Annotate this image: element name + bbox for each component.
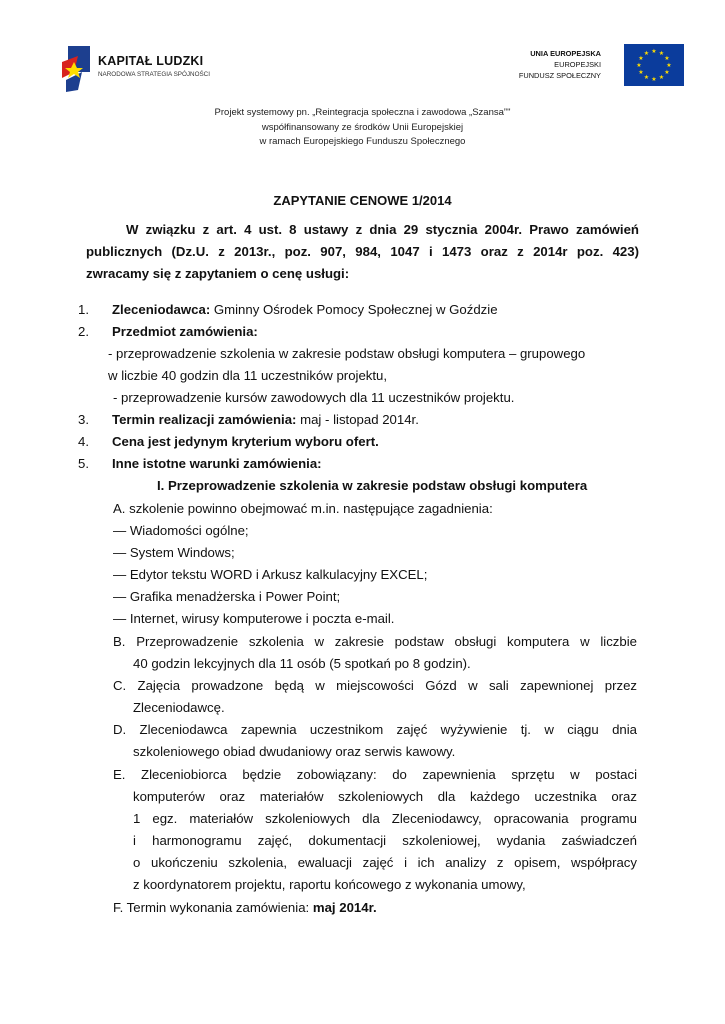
eu-line-3: FUNDUSZ SPOŁECZNY <box>518 71 601 80</box>
topic-2: — System Windows; <box>113 545 235 560</box>
svg-text:★: ★ <box>664 55 670 62</box>
svg-text:★: ★ <box>643 50 650 57</box>
item-3-text: maj - listopad 2014r. <box>296 412 419 427</box>
topic-5: — Internet, wirusy komputerowe i poczta e-mail. <box>113 611 395 626</box>
topic-3: — Edytor tekstu WORD i Arkusz kalkulacyjny EXCEL; <box>113 567 428 582</box>
item-2-sub-a-line-2: w liczbie 40 godzin dla 11 uczestników projektu, <box>108 368 388 383</box>
item-4-label: Cena jest jedynym kryterium wyboru ofert. <box>112 434 379 449</box>
kapital-ludzki-emblem-icon <box>60 42 96 94</box>
section-1-e-line-1: E. Zleceniobiorca będzie zobowiązany: do zapewnienia sprzętu w postaci <box>113 767 637 782</box>
item-number-3: 3. <box>78 412 89 427</box>
item-2-label: Przedmiot zamówienia: <box>112 324 258 339</box>
eu-flag <box>624 44 684 86</box>
section-1-b-line-1: B. Przeprowadzenie szkolenia w zakresie podstaw obsługi komputera w liczbie <box>113 634 637 649</box>
svg-text:★: ★ <box>638 69 644 76</box>
kl-subtitle: NARODOWA STRATEGIA SPÓJNOŚCI <box>98 71 210 78</box>
svg-text:★: ★ <box>658 50 665 57</box>
item-number-4: 4. <box>78 434 89 449</box>
project-line-1: Projekt systemowy pn. „Reintegracja społeczna i zawodowa „Szansa”" <box>214 107 511 118</box>
section-1-e-line-2: komputerów oraz materiałów szkoleniowych dla każdego uczestnika oraz <box>133 789 637 804</box>
topic-4: — Grafika menadżerska i Power Point; <box>113 589 341 604</box>
eu-line-2: EUROPEJSKI <box>554 60 601 69</box>
section-1-heading: I. Przeprowadzenie szkolenia w zakresie podstaw obsługi komputera <box>157 478 588 493</box>
svg-text:★: ★ <box>664 69 670 76</box>
svg-text:★: ★ <box>666 62 672 69</box>
item-number-5: 5. <box>78 456 89 471</box>
section-1-f-date: maj 2014r. <box>312 900 377 915</box>
section-1-e-line-3: 1 egz. materiałów szkoleniowych dla Zleceniodawcy, opracowania programu <box>133 811 637 826</box>
section-1-e-line-6: z koordynatorem projektu, raportu końcowego z wykonania umowy, <box>133 877 526 892</box>
section-1-f-text: F. Termin wykonania zamówienia: <box>113 900 313 915</box>
svg-text:★: ★ <box>643 74 650 81</box>
item-1 <box>112 302 498 317</box>
item-number-1: 1. <box>78 302 89 317</box>
intro-line-1: W związku z art. 4 ust. 8 ustawy z dnia 29 stycznia 2004r. Prawo zamówień <box>126 222 639 237</box>
svg-text:★: ★ <box>651 48 657 55</box>
item-number-2: 2. <box>78 324 89 339</box>
document-title: ZAPYTANIE CENOWE 1/2014 <box>273 193 452 208</box>
section-1-a: A. szkolenie powinno obejmować m.in. następujące zagadnienia: <box>113 501 493 516</box>
eu-text <box>519 48 601 81</box>
project-line-2: współfinansowany ze środków Unii Europejskiej <box>261 121 464 133</box>
item-2-sub-a-line-1: - przeprowadzenie szkolenia w zakresie podstaw obsługi komputera – grupowego <box>108 346 586 361</box>
kapital-ludzki-logo <box>60 42 96 94</box>
section-1-d-line-1: D. Zleceniodawca zapewnia uczestnikom zajęć wyżywienie tj. w ciągu dnia <box>113 722 637 737</box>
item-5-label: Inne istotne warunki zamówienia: <box>112 456 322 471</box>
item-1-text: Gminny Ośrodek Pomocy Społecznej w Goździe <box>210 302 498 317</box>
section-1-d-line-2: szkoleniowego obiad dwudaniowy oraz serwis kawowy. <box>133 744 456 759</box>
svg-text:★: ★ <box>658 74 665 81</box>
intro-paragraph <box>86 219 639 285</box>
item-3 <box>112 412 419 427</box>
eu-line-1: UNIA EUROPEJSKA <box>530 49 601 58</box>
section-1-e-line-5: o ukończeniu szkolenia, ewaluacji zajęć i ich analizy z opisem, współpracy <box>133 855 637 870</box>
svg-text:★: ★ <box>636 62 642 69</box>
section-1-f <box>113 900 377 915</box>
svg-text:★: ★ <box>638 55 644 62</box>
svg-text:★: ★ <box>651 76 657 83</box>
eu-flag-icon <box>624 44 684 86</box>
item-1-label: Zleceniodawca: <box>112 302 211 317</box>
section-1-e-line-4: i harmonogramu zajęć, dokumentacji szkoleniowej, wydania zaświadczeń <box>133 833 637 848</box>
item-2-sub-b: - przeprowadzenie kursów zawodowych dla 11 uczestników projektu. <box>113 390 515 405</box>
kl-title: KAPITAŁ LUDZKI <box>98 54 204 68</box>
project-line-3: w ramach Europejskiego Funduszu Społecznego <box>259 136 466 147</box>
section-1-b-line-2: 40 godzin lekcyjnych dla 11 osób (5 spotkań po 8 godzin). <box>133 656 471 671</box>
section-1-c-line-2: Zleceniodawcę. <box>133 700 225 715</box>
section-1-c-line-1: C. Zajęcia prowadzone będą w miejscowości Gózd w sali zapewnionej przez <box>113 678 637 693</box>
item-3-label: Termin realizacji zamówienia: <box>112 412 297 427</box>
topic-1: — Wiadomości ogólne; <box>113 523 249 538</box>
project-info <box>0 106 725 150</box>
intro-line-2: publicznych (Dz.U. z 2013r., poz. 907, 984, 1047 i 1473 oraz z 2014r poz. 423) <box>86 244 639 259</box>
intro-line-3: zwracamy się z zapytaniem o cenę usługi: <box>86 266 350 281</box>
